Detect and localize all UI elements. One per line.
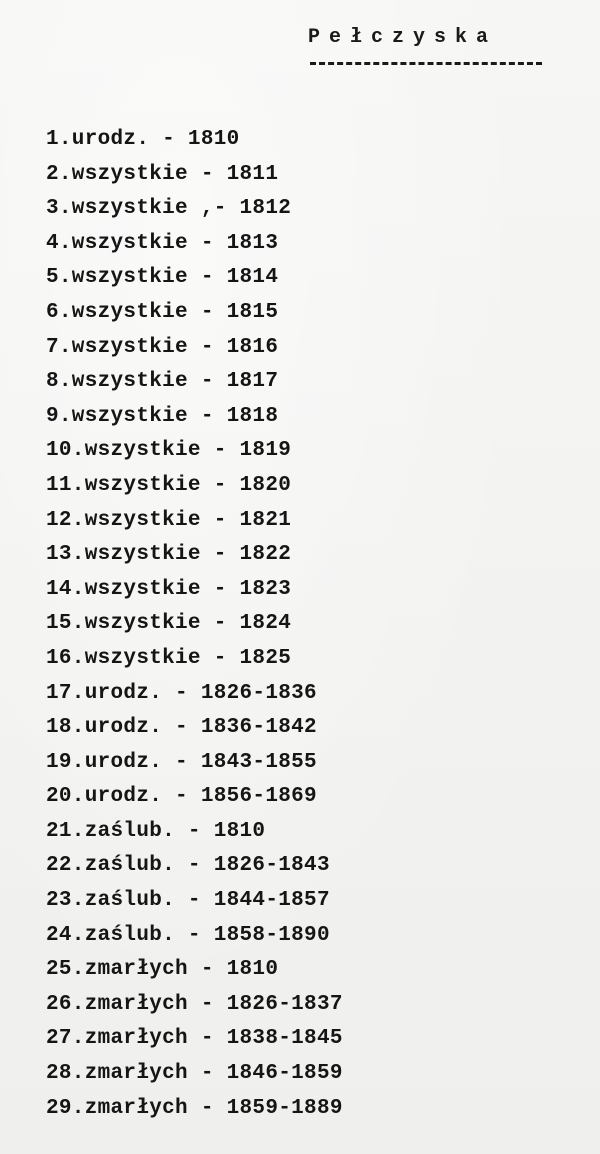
list-item: 29.zmarłych - 1859-1889 bbox=[46, 1096, 343, 1120]
list-item: 7.wszystkie - 1816 bbox=[46, 335, 279, 359]
list-item: 20.urodz. - 1856-1869 bbox=[46, 785, 317, 809]
list-item: 23.zaślub. - 1844-1857 bbox=[46, 889, 330, 913]
list-item: 16.wszystkie - 1825 bbox=[46, 646, 292, 670]
list-item: 11.wszystkie - 1820 bbox=[46, 473, 292, 497]
list-item: 5.wszystkie - 1814 bbox=[46, 266, 279, 290]
list-item: 6.wszystkie - 1815 bbox=[46, 300, 279, 324]
list-item: 22.zaślub. - 1826-1843 bbox=[46, 854, 330, 878]
list-item: 28.zmarłych - 1846-1859 bbox=[46, 1062, 343, 1086]
list-item: 18.urodz. - 1836-1842 bbox=[46, 716, 317, 740]
list-item: 3.wszystkie ,- 1812 bbox=[46, 197, 292, 221]
list-item: 10.wszystkie - 1819 bbox=[46, 439, 292, 463]
list-item: 25.zmarłych - 1810 bbox=[46, 958, 279, 982]
document-title: Pełczyska bbox=[308, 26, 498, 49]
list-item: 8.wszystkie - 1817 bbox=[46, 370, 279, 394]
list-item: 12.wszystkie - 1821 bbox=[46, 508, 292, 532]
list-item: 26.zmarłych - 1826-1837 bbox=[46, 992, 343, 1016]
list-item: 14.wszystkie - 1823 bbox=[46, 577, 292, 601]
list-item: 17.urodz. - 1826-1836 bbox=[46, 681, 317, 705]
list-item: 4.wszystkie - 1813 bbox=[46, 231, 279, 255]
register-list bbox=[46, 123, 343, 1126]
list-item: 9.wszystkie - 1818 bbox=[46, 404, 279, 428]
list-item: 27.zmarłych - 1838-1845 bbox=[46, 1027, 343, 1051]
list-item: 2.wszystkie - 1811 bbox=[46, 162, 279, 186]
list-item: 13.wszystkie - 1822 bbox=[46, 543, 292, 567]
title-underline bbox=[310, 62, 542, 65]
list-item: 19.urodz. - 1843-1855 bbox=[46, 750, 317, 774]
list-item: 1.urodz. - 1810 bbox=[46, 128, 240, 151]
list-item: 21.zaślub. - 1810 bbox=[46, 819, 266, 843]
list-item: 24.zaślub. - 1858-1890 bbox=[46, 923, 330, 947]
list-item: 15.wszystkie - 1824 bbox=[46, 612, 292, 636]
